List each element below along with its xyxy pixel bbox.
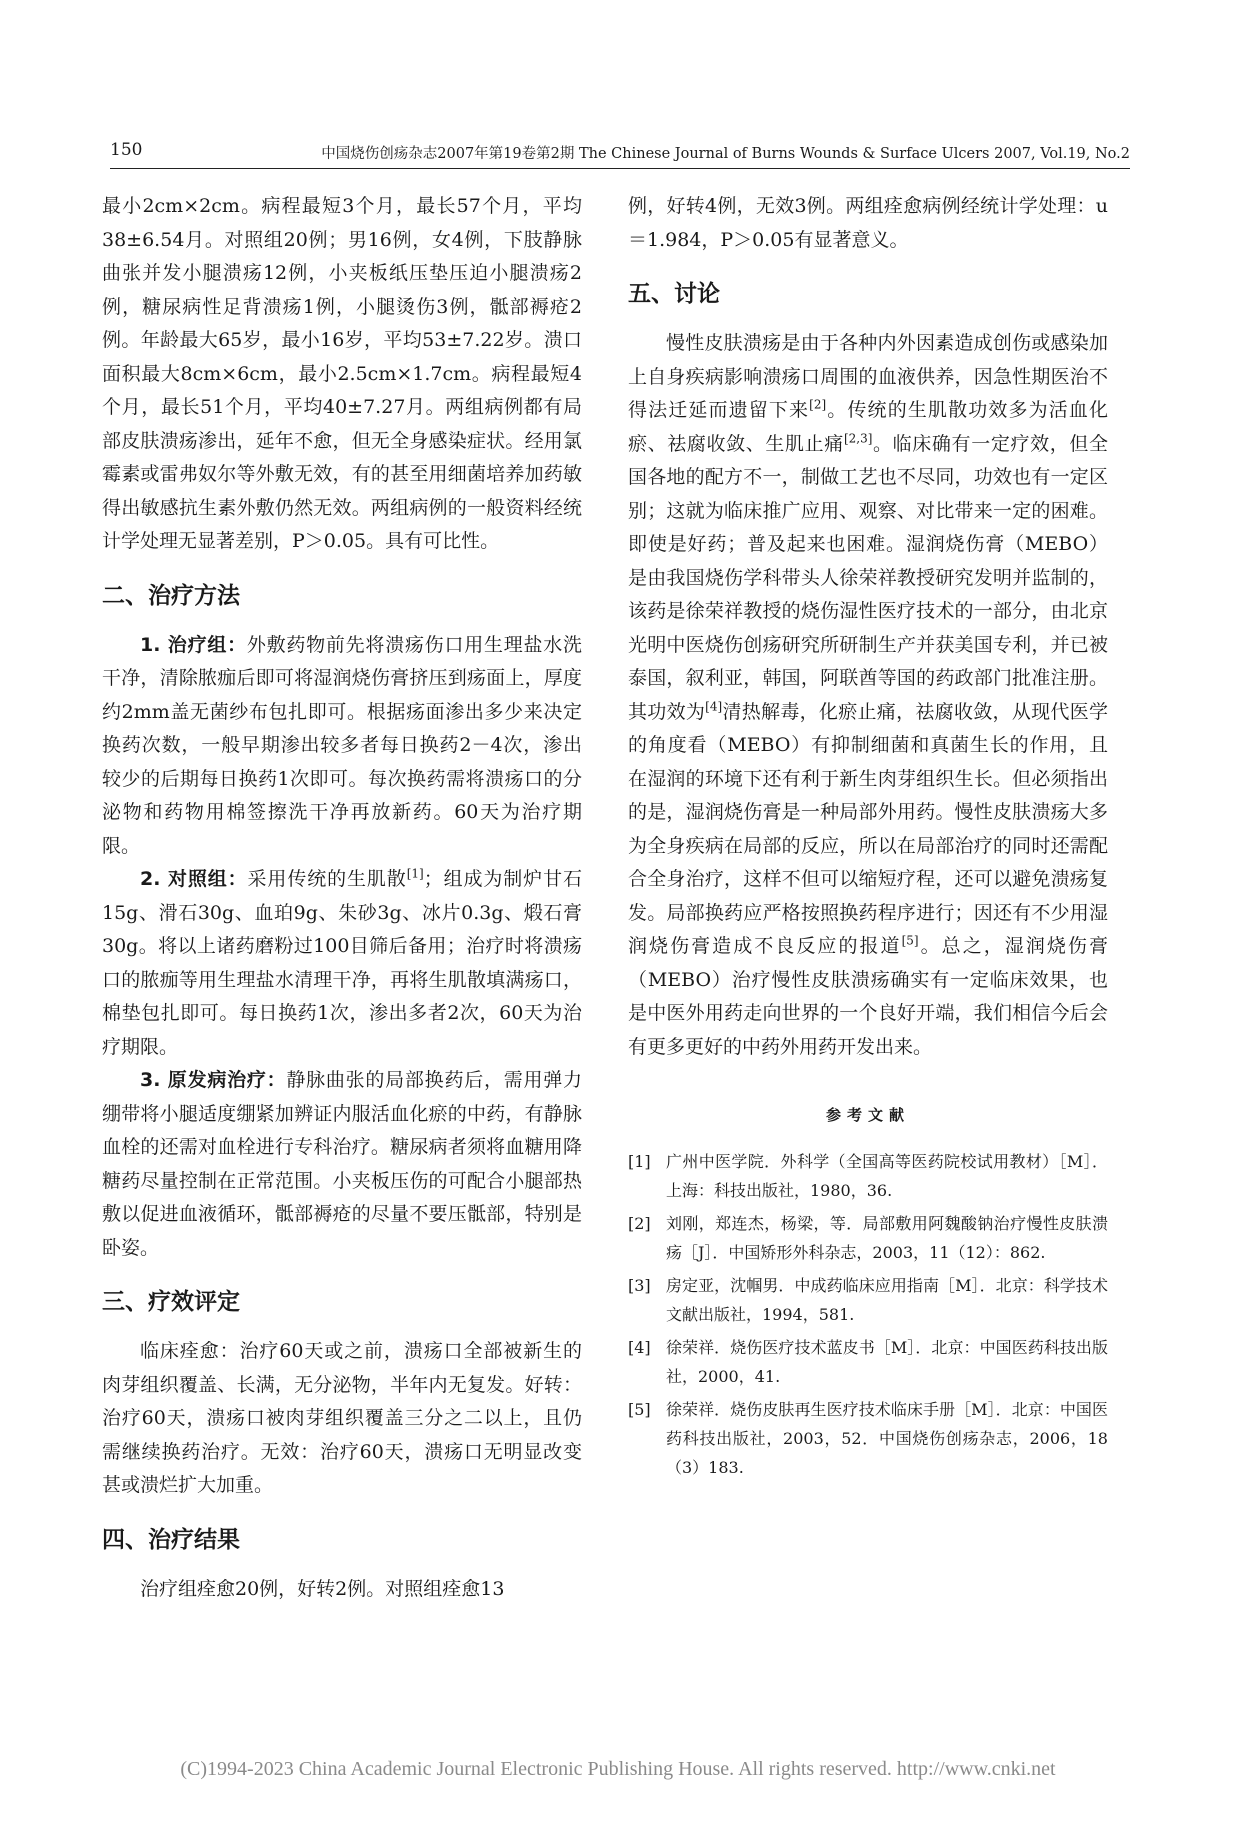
label-primary-disease: 3. 原发病治疗：: [140, 1069, 287, 1091]
citation-1: [1]: [406, 866, 424, 881]
paragraph-evaluation: 临床痊愈：治疗60天或之前，溃疡口全部被新生的肉芽组织覆盖、长满，无分泌物，半年内无复发。好转：治疗60天，溃疡口被肉芽组织覆盖三分之二以上，且仍需继续换药治疗。无效：治疗60天，溃疡口无明显改变甚或溃烂扩大加重。: [102, 1340, 582, 1496]
text-control-group-b: ；组成为制炉甘石15g、滑石30g、血珀9g、朱砂3g、冰片0.3g、煅石膏30g。将以上诸药磨粉过100目筛后备用；治疗时将溃疡口的脓痂等用生理盐水清理干净，再将生肌散填满疡口，棉垫包扎即可。每日换药1次，渗出多者2次，60天为治疗期限。: [102, 868, 582, 1058]
citation-5: [5]: [901, 933, 919, 948]
page-number: 150: [110, 140, 143, 160]
reference-number: [2]: [628, 1214, 651, 1233]
reference-text: 房定亚，沈帼男．中成药临床应用指南［M］．北京：科学技术文献出版社，1994，581.: [666, 1276, 1108, 1324]
text-primary-disease: 静脉曲张的局部换药后，需用弹力绷带将小腿适度绷紧加辨证内服活血化瘀的中药，有静脉血栓的还需对血栓进行专科治疗。糖尿病者须将血糖用降糖药尽量控制在正常范围。小夹板压伤的可配合小腿部热敷以促进血液循环，骶部褥疮的尽量不要压骶部，特别是卧姿。: [102, 1069, 582, 1259]
citation-2: [2]: [809, 397, 827, 412]
reference-text: 徐荣祥．烧伤皮肤再生医疗技术临床手册［M］．北京：中国医药科技出版社，2003，52．中国烧伤创疡杂志，2006，18（3）183.: [666, 1400, 1108, 1477]
discussion-text-e: 。总之，湿润烧伤膏（MEBO）治疗慢性皮肤溃疡确实有一定临床效果，也是中医外用药走向世界的一个良好开端，我们相信今后会有更多更好的中药外用药开发出来。: [628, 935, 1108, 1058]
reference-item: [628, 1395, 1108, 1482]
reference-item: [628, 1147, 1108, 1205]
discussion-text-c: 。临床确有一定疗效，但全国各地的配方不一，制做工艺也不尽同，功效也有一定区别；这就为临床推广应用、观察、对比带来一定的困难。即使是好药；普及起来也困难。湿润烧伤膏（MEBO）是由我国烧伤学科带头人徐荣祥教授研究发明并监制的，该药是徐荣祥教授的烧伤湿性医疗技术的一部分，由北京光明中医烧伤创疡研究所研制生产并获美国专利，并已被泰国，叙利亚，韩国，阿联酋等国的药政部门批准注册。其功效为: [628, 432, 1108, 723]
reference-text: 徐荣祥．烧伤医疗技术蓝皮书［M］．北京：中国医药科技出版社，2000，41.: [666, 1338, 1108, 1386]
left-column: [102, 190, 582, 1606]
reference-item: [628, 1271, 1108, 1329]
running-header: [110, 138, 1130, 169]
citation-4: [4]: [705, 699, 723, 714]
reference-number: [1]: [628, 1152, 651, 1171]
label-treatment-group: 1. 治疗组：: [140, 633, 247, 656]
copyright-footer: (C)1994-2023 China Academic Journal Electronic Publishing House. All rights reserved. http://www.cnki.net: [180, 1758, 1056, 1780]
discussion-text-b: 。传统的生肌散功效多为活血化瘀、祛腐收敛、生肌止痛: [628, 399, 1108, 455]
paragraph-results: 治疗组痊愈20例，好转2例。对照组痊愈13: [140, 1577, 505, 1600]
right-column: [628, 190, 1108, 1486]
reference-list: [628, 1147, 1108, 1482]
paragraph-cases: 最小2cm×2cm。病程最短3个月，最长57个月，平均38±6.54月。对照组20例；男16例，女4例，下肢静脉曲张并发小腿溃疡12例，小夹板纸压垫压迫小腿溃疡2例，糖尿病性足背溃疡1例，小腿烫伤3例，骶部褥疮2例。年龄最大65岁，最小16岁，平均53±7.22岁。溃口面积最大8cm×6cm，最小2.5cm×1.7cm。病程最短4个月，最长51个月，平均40±7.27月。两组病例都有局部皮肤溃疡渗出，延年不愈，但无全身感染症状。经用氯霉素或雷弗奴尔等外敷无效，有的甚至用细菌培养加药敏得出敏感抗生素外敷仍然无效。两组病例的一般资料经统计学处理无显著差别，P＞0.05。具有可比性。: [102, 195, 582, 552]
section-heading-discussion: 五、讨论: [628, 281, 720, 307]
citation-2-3: [2,3]: [843, 431, 873, 446]
section-heading-evaluation: 三、疗效评定: [102, 1289, 240, 1315]
paragraph-discussion: [628, 327, 1108, 1064]
reference-number: [5]: [628, 1400, 651, 1419]
label-control-group: 2. 对照组：: [140, 868, 248, 890]
discussion-text-a: 慢性皮肤溃疡是由于各种内外因素造成创伤或感染加上自身疾病影响溃疡口周围的血液供养，因急性期医治不得法迁延而遗留下来: [628, 332, 1108, 421]
paragraph-results-cont: 例，好转4例，无效3例。两组痊愈病例经统计学处理：u＝1.984，P＞0.05有显著意义。: [628, 195, 1108, 251]
journal-title: 中国烧伤创疡杂志2007年第19卷第2期 The Chinese Journal of Burns Wounds & Surface Ulcers 2007, Vol.19, No.2: [321, 146, 1130, 162]
reference-number: [3]: [628, 1276, 651, 1295]
section-heading-results: 四、治疗结果: [102, 1526, 240, 1553]
references-heading: 参考文献: [825, 1106, 910, 1124]
paragraph-primary-disease: [102, 1064, 582, 1265]
reference-item: [628, 1333, 1108, 1391]
discussion-text-d: 清热解毒，化瘀止痛，祛腐收敛，从现代医学的角度看（MEBO）有抑制细菌和真菌生长的作用，且在湿润的环境下还有利于新生肉芽组织生长。但必须指出的是，湿润烧伤膏是一种局部外用药。慢性皮肤溃疡大多为全身疾病在局部的反应，所以在局部治疗的同时还需配合全身治疗，这样不但可以缩短疗程，还可以避免溃疡复发。局部换药应严格按照换药程序进行；因还有不少用湿润烧伤膏造成不良反应的报道: [628, 700, 1108, 957]
reference-text: 广州中医学院．外科学（全国高等医药院校试用教材）［M］．上海：科技出版社，1980，36.: [666, 1152, 1108, 1200]
reference-text: 刘刚，郑连杰，杨梁，等．局部敷用阿魏酸钠治疗慢性皮肤溃疡［J］．中国矫形外科杂志，2003，11（12）：862.: [666, 1214, 1108, 1262]
paragraph-treatment-group: [102, 629, 582, 864]
text-treatment-group: 外敷药物前先将溃疡伤口用生理盐水洗干净，清除脓痂后即可将湿润烧伤膏挤压到疡面上，厚度约2mm盖无菌纱布包扎即可。根据疡面渗出多少来决定换药次数，一般早期渗出较多者每日换药2－4次，渗出较少的后期每日换药1次即可。每次换药需将溃疡口的分泌物和药物用棉签擦洗干净再放新药。60天为治疗期限。: [102, 633, 582, 857]
reference-item: [628, 1209, 1108, 1267]
text-control-group-a: 采用传统的生肌散: [247, 868, 407, 890]
paragraph-control-group: [102, 863, 582, 1064]
reference-number: [4]: [628, 1338, 651, 1357]
section-heading-methods: 二、治疗方法: [102, 582, 240, 609]
